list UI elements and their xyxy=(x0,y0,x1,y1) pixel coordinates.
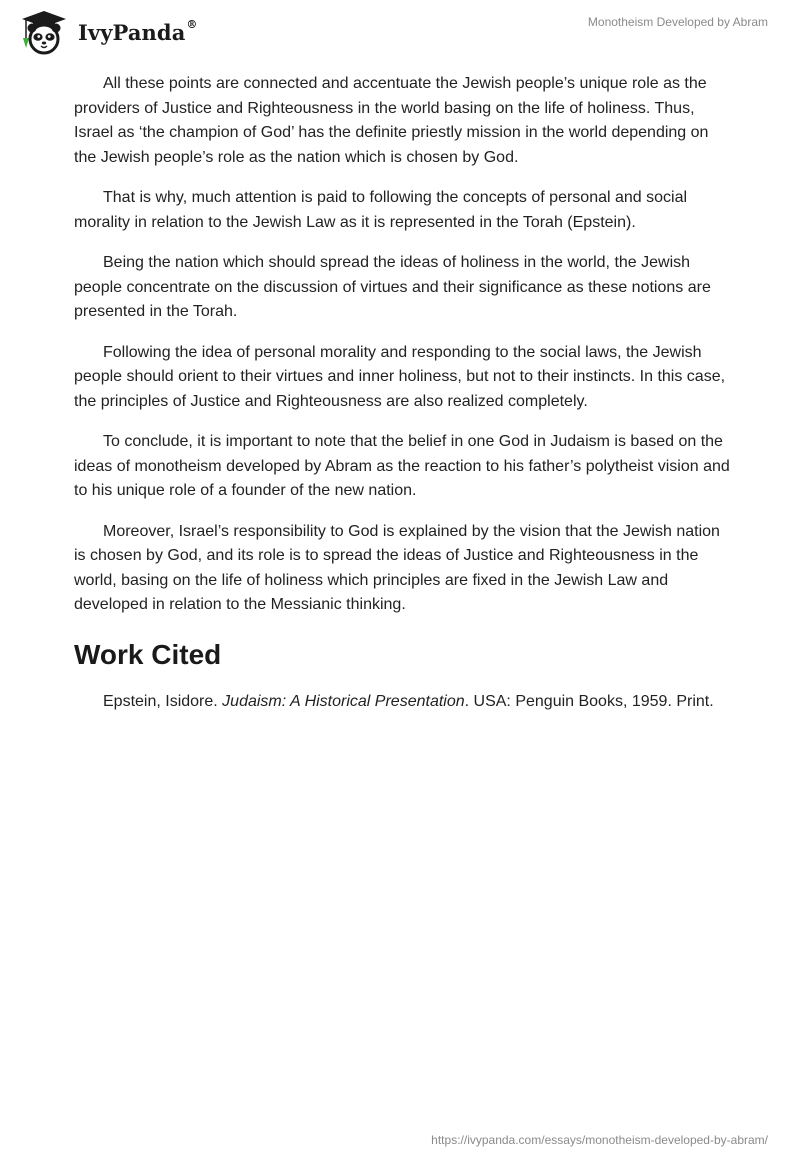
essay-content xyxy=(74,72,734,714)
paragraph: That is why, much attention is paid to following the concepts of personal and social morality in relation to the Jewish Law as it is represented in the Torah (Epstein). xyxy=(74,189,688,231)
logo-name: IvyPanda xyxy=(78,19,186,45)
source-url[interactable]: https://ivypanda.com/essays/monotheism-developed-by-abram/ xyxy=(431,1133,768,1147)
ivypanda-logo[interactable] xyxy=(14,8,198,56)
logo-wordmark xyxy=(78,17,198,45)
registered-mark: ® xyxy=(186,17,198,31)
citation-publication: . USA: Penguin Books, 1959. Print. xyxy=(464,692,714,710)
works-cited-heading: Work Cited xyxy=(74,638,222,670)
page-header xyxy=(0,0,800,62)
citation-title: Judaism: A Historical Presentation xyxy=(222,692,465,710)
paragraph: All these points are connected and accentuate the Jewish people’s unique role as the providers of Justice and Righteousness in the world basing on the life of holiness. Thus, Israel as ‘the champion of God’ has the definite priestly mission in the world depending on the Jewish people’s role as the nation which is chosen by God. xyxy=(74,75,709,166)
citation-author: Epstein, Isidore. xyxy=(103,692,223,710)
paragraph: To conclude, it is important to note that the belief in one God in Judaism is based on the ideas of monotheism developed by Abram as the reaction to his father’s polytheist vision and to his unique role of a founder of the new nation. xyxy=(74,433,730,499)
document-title: Monotheism Developed by Abram xyxy=(587,15,768,29)
paragraph: Being the nation which should spread the ideas of holiness in the world, the Jewish people concentrate on the discussion of virtues and their significance as these notions are presented in the Torah. xyxy=(74,254,711,320)
paragraph: Moreover, Israel’s responsibility to God is explained by the vision that the Jewish nation is chosen by God, and its role is to spread the ideas of Justice and Righteousness in the world, basing on the life of holiness which principles are fixed in the Jewish Law and developed in relation to the Messianic thinking. xyxy=(74,522,720,613)
paragraph: Following the idea of personal morality and responding to the social laws, the Jewish people should orient to their virtues and inner holiness, but not to their instincts. In this case, the principles of Justice and Righteousness are also realized completely. xyxy=(74,343,726,410)
panda-graduate-icon xyxy=(14,8,74,56)
citation-entry xyxy=(74,690,734,715)
